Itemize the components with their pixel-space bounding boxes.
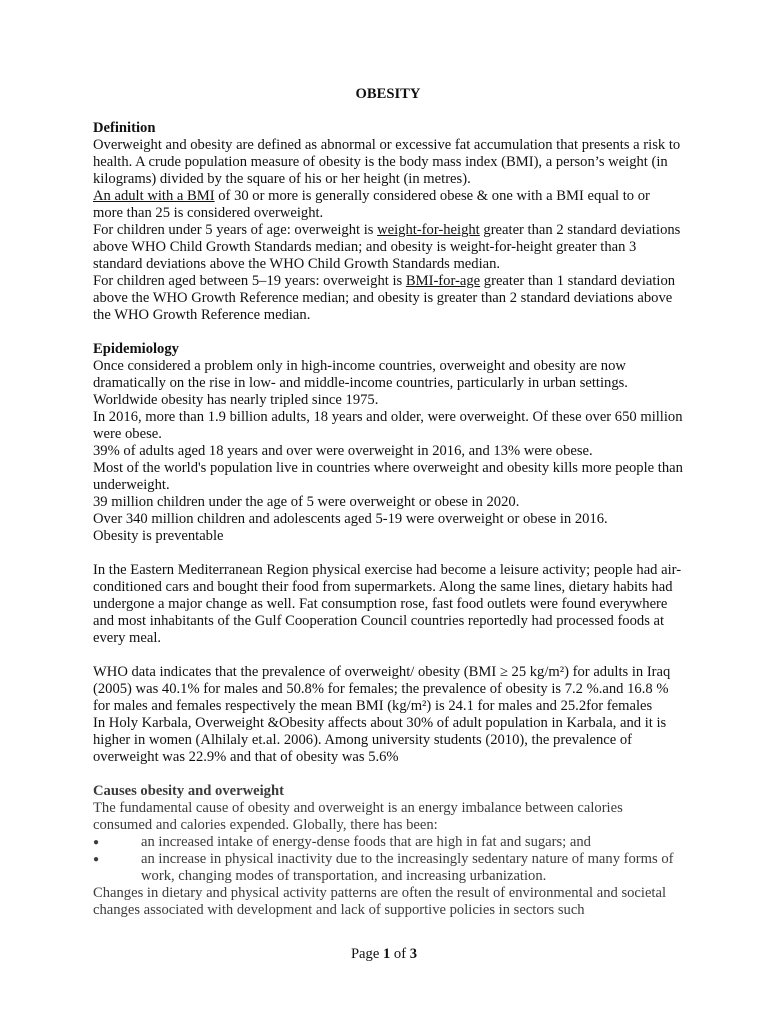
under5-paragraph (93, 222, 683, 273)
epidemiology-line: Once considered a problem only in high-income countries, overweight and obesity are now dramatically on the rise in low- and middle-income countries, particularly in urban settings. (93, 358, 628, 391)
epidemiology-line: Over 340 million children and adolescents aged 5-19 were overweight or obese in 2016. (93, 511, 608, 527)
bullet-icon: ● (93, 837, 100, 848)
of-word: of (393, 946, 407, 962)
page-number: 1 (382, 946, 391, 962)
list-item (93, 834, 683, 851)
epidemiology-line: Most of the world's population live in countries where overweight and obesity kills more people than underweight. (93, 460, 683, 493)
epidemiology-line: 39 million children under the age of 5 were overweight or obese in 2020. (93, 494, 520, 510)
adult-bmi-link[interactable]: An adult with a BMI (93, 188, 215, 204)
page-footer (0, 946, 768, 963)
document-body (93, 86, 683, 919)
epidemiology-line: In 2016, more than 1.9 billion adults, 18 years and older, were overweight. Of these over 650 million were obese. (93, 409, 683, 442)
epidemiology-heading: Epidemiology (93, 341, 179, 357)
age5-19-text-b: greater than 1 standard deviation above the WHO Growth Reference median; and obesity is greater than 2 standard deviations above the WHO Growth Reference median. (93, 273, 676, 323)
weight-for-height-link[interactable]: weight-for-height (377, 222, 480, 238)
age5-19-paragraph (93, 273, 683, 324)
causes-heading: Causes obesity and overweight (93, 783, 284, 799)
definition-paragraph: Overweight and obesity are defined as abnormal or excessive fat accumulation that presents a risk to health. A crude population measure of obesity is the body mass index (BMI), a person’s weight (in kilograms) divided by the square of his or her height (in metres). (93, 137, 681, 187)
under5-text-b: greater than 2 standard deviations above WHO Child Growth Standards median; and obesity is weight-for-height greater than 3 standard deviations above the WHO Child Growth Standards median. (93, 222, 681, 272)
emr-paragraph: In the Eastern Mediterranean Region physical exercise had become a leisure activity; people had air-conditioned cars and bought their food from supermarkets. Along the same lines, dietary habits had undergone a major change as well. Fat consumption rose, fast food outlets were found everywhere and most inhabitants of the Gulf Cooperation Council countries reportedly had processed foods at every meal. (93, 562, 682, 646)
definition-heading: Definition (93, 120, 156, 136)
page-total: 3 (409, 946, 418, 962)
causes-intro: The fundamental cause of obesity and overweight is an energy imbalance between calories consumed and calories expended. Globally, there has been: (93, 800, 623, 833)
epidemiology-line: Worldwide obesity has nearly tripled since 1975. (93, 392, 379, 408)
list-item-text: an increased intake of energy-dense foods that are high in fat and sugars; and (141, 834, 591, 850)
epidemiology-line: 39% of adults aged 18 years and over were overweight in 2016, and 13% were obese. (93, 443, 593, 459)
list-item-text: an increase in physical inactivity due to the increasingly sedentary nature of many forms of work, changing modes of transportation, and increasing urbanization. (141, 851, 674, 884)
under5-text-a: For children under 5 years of age: overweight is (93, 222, 378, 238)
age5-19-text-a: For children aged between 5–19 years: overweight is (93, 273, 406, 289)
list-item (93, 851, 683, 885)
bullet-icon: ● (93, 854, 100, 865)
adult-bmi-text: of 30 or more is generally considered obese & one with a BMI equal to or more than 25 is considered overweight. (93, 188, 650, 221)
page-word: Page (350, 946, 380, 962)
epidemiology-line: Obesity is preventable (93, 528, 224, 544)
karbala-paragraph: In Holy Karbala, Overweight &Obesity affects about 30% of adult population in Karbala, and it is higher in women (Alhilaly et.al. 2006). Among university students (2010), the prevalence of overweight was 22.9% and that of obesity was 5.6% (93, 715, 667, 765)
who-iraq-paragraph: WHO data indicates that the prevalence of overweight/ obesity (BMI ≥ 25 kg/m²) for adults in Iraq (2005) was 40.1% for males and 50.8% for females; the prevalence of obesity is 7.2 %.and 16.8 % for males and females respectively the mean BMI (kg/m²) is 24.1 for males and 25.2for females (93, 664, 671, 714)
page-title: OBESITY (355, 86, 421, 102)
adult-bmi-paragraph (93, 188, 683, 222)
bmi-for-age-link[interactable]: BMI-for-age (405, 273, 481, 289)
changes-paragraph: Changes in dietary and physical activity patterns are often the result of environmental and societal changes associated with development and lack of supportive policies in sectors such (93, 885, 667, 918)
